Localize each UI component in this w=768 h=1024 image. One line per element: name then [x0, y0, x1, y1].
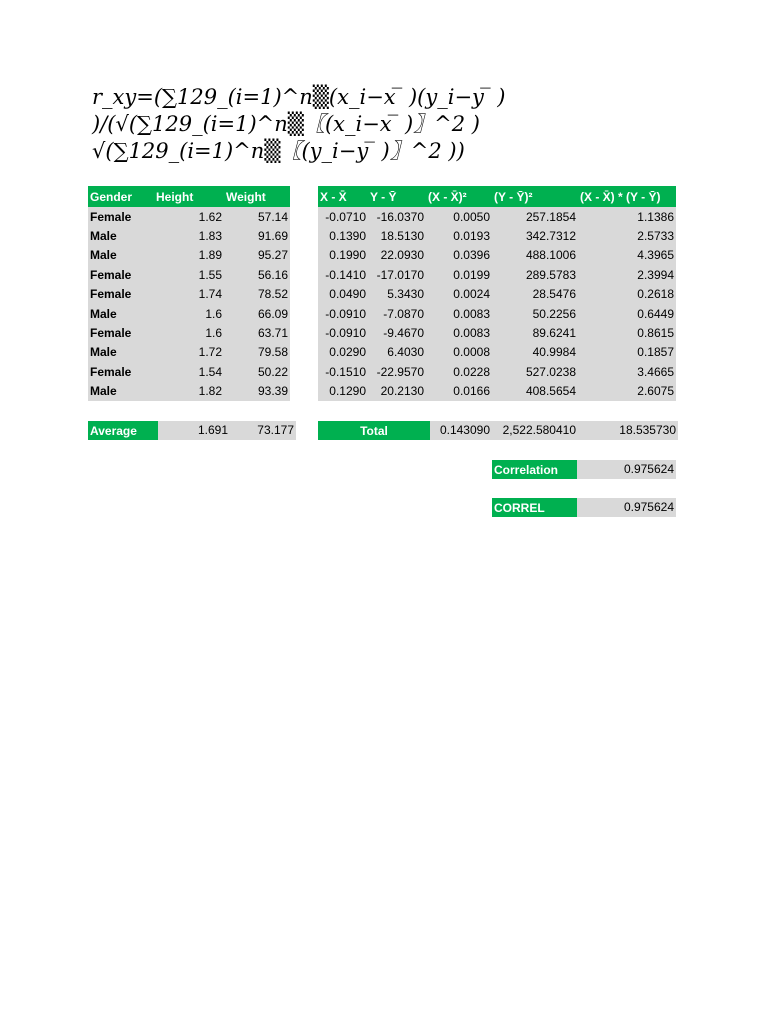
average-height[interactable]: 1.691: [158, 421, 230, 440]
weight-cell[interactable]: 50.22: [224, 362, 290, 381]
table-row: [88, 343, 290, 362]
y-dev-cell[interactable]: -7.0870: [368, 304, 426, 323]
gender-cell[interactable]: Female: [88, 362, 154, 381]
correlation-label[interactable]: Correlation: [492, 460, 577, 479]
height-cell[interactable]: 1.72: [154, 343, 224, 362]
data-table-header: [88, 186, 290, 207]
correl-value[interactable]: 0.975624: [577, 498, 676, 517]
height-cell[interactable]: 1.6: [154, 304, 224, 323]
weight-cell[interactable]: 57.14: [224, 207, 290, 226]
correlation-row: [492, 460, 676, 479]
y-dev-cell[interactable]: 6.4030: [368, 343, 426, 362]
gender-cell[interactable]: Female: [88, 323, 154, 342]
x-dev-cell[interactable]: -0.0910: [318, 323, 368, 342]
average-row: [88, 421, 296, 440]
formula-line-1: r_xy=(∑129_(i=1)^n▒(x_i−x ̅ )(y_i−y ̅ ): [92, 85, 506, 109]
height-cell[interactable]: 1.82: [154, 382, 224, 401]
height-cell[interactable]: 1.54: [154, 362, 224, 381]
product-cell[interactable]: 1.1386: [578, 207, 676, 226]
formula-line-2: )/(√(∑129_(i=1)^n▒〖(x_i−x ̅ )〗^2 ): [92, 112, 480, 136]
height-cell[interactable]: 1.55: [154, 265, 224, 284]
total-row: [318, 421, 678, 440]
x-dev-sq-cell[interactable]: 0.0228: [426, 362, 492, 381]
y-dev-cell[interactable]: -22.9570: [368, 362, 426, 381]
y-dev-cell[interactable]: -16.0370: [368, 207, 426, 226]
header-y-dev[interactable]: Y - Ȳ: [368, 186, 426, 207]
y-dev-cell[interactable]: 5.3430: [368, 285, 426, 304]
table-row: [88, 304, 290, 323]
x-dev-cell[interactable]: -0.1510: [318, 362, 368, 381]
weight-cell[interactable]: 56.16: [224, 265, 290, 284]
total-y-dev-sq[interactable]: 2,522.580410: [492, 421, 578, 440]
table-row: [88, 362, 290, 381]
x-dev-cell[interactable]: 0.1290: [318, 382, 368, 401]
height-cell[interactable]: 1.89: [154, 246, 224, 265]
table-row: [88, 285, 290, 304]
x-dev-cell[interactable]: 0.0290: [318, 343, 368, 362]
y-dev-cell[interactable]: 20.2130: [368, 382, 426, 401]
y-dev-sq-cell[interactable]: 257.1854: [492, 207, 578, 226]
correl-label[interactable]: CORREL: [492, 498, 577, 517]
y-dev-sq-cell[interactable]: 40.9984: [492, 343, 578, 362]
table-row: [88, 226, 290, 245]
x-dev-cell[interactable]: 0.1990: [318, 246, 368, 265]
x-dev-cell[interactable]: 0.0490: [318, 285, 368, 304]
product-cell[interactable]: 2.3994: [578, 265, 676, 284]
weight-cell[interactable]: 78.52: [224, 285, 290, 304]
data-table: [88, 186, 290, 401]
y-dev-cell[interactable]: 22.0930: [368, 246, 426, 265]
gender-cell[interactable]: Female: [88, 265, 154, 284]
height-cell[interactable]: 1.83: [154, 226, 224, 245]
weight-cell[interactable]: 63.71: [224, 323, 290, 342]
x-dev-sq-cell[interactable]: 0.0024: [426, 285, 492, 304]
table-row: [88, 323, 290, 342]
weight-cell[interactable]: 95.27: [224, 246, 290, 265]
y-dev-sq-cell[interactable]: 488.1006: [492, 246, 578, 265]
header-x-dev[interactable]: X - X̄: [318, 186, 368, 207]
x-dev-sq-cell[interactable]: 0.0008: [426, 343, 492, 362]
product-cell[interactable]: 2.6075: [578, 382, 676, 401]
table-row: [318, 285, 676, 304]
gender-cell[interactable]: Male: [88, 343, 154, 362]
gender-cell[interactable]: Female: [88, 285, 154, 304]
table-row: [318, 207, 676, 226]
header-y-dev-sq[interactable]: (Y - Ȳ)²: [492, 186, 578, 207]
correlation-value[interactable]: 0.975624: [577, 460, 676, 479]
table-row: [88, 265, 290, 284]
total-product[interactable]: 18.535730: [578, 421, 678, 440]
table-row: [88, 246, 290, 265]
y-dev-sq-cell[interactable]: 50.2256: [492, 304, 578, 323]
gender-cell[interactable]: Male: [88, 304, 154, 323]
product-cell[interactable]: 2.5733: [578, 226, 676, 245]
y-dev-cell[interactable]: -17.0170: [368, 265, 426, 284]
y-dev-sq-cell[interactable]: 408.5654: [492, 382, 578, 401]
x-dev-sq-cell[interactable]: 0.0199: [426, 265, 492, 284]
calc-table: [318, 186, 676, 401]
table-row: [318, 323, 676, 342]
correlation-formula: [92, 84, 505, 165]
average-weight[interactable]: 73.177: [230, 421, 296, 440]
y-dev-sq-cell[interactable]: 527.0238: [492, 362, 578, 381]
weight-cell[interactable]: 66.09: [224, 304, 290, 323]
x-dev-sq-cell[interactable]: 0.0083: [426, 304, 492, 323]
x-dev-cell[interactable]: -0.1410: [318, 265, 368, 284]
product-cell[interactable]: 4.3965: [578, 246, 676, 265]
y-dev-sq-cell[interactable]: 289.5783: [492, 265, 578, 284]
table-row: [318, 362, 676, 381]
x-dev-sq-cell[interactable]: 0.0193: [426, 226, 492, 245]
header-gender[interactable]: Gender: [88, 186, 154, 207]
height-cell[interactable]: 1.62: [154, 207, 224, 226]
total-x-dev-sq[interactable]: 0.143090: [430, 421, 492, 440]
product-cell[interactable]: 3.4665: [578, 362, 676, 381]
gender-cell[interactable]: Male: [88, 246, 154, 265]
weight-cell[interactable]: 93.39: [224, 382, 290, 401]
table-row: [318, 382, 676, 401]
height-cell[interactable]: 1.74: [154, 285, 224, 304]
x-dev-sq-cell[interactable]: 0.0166: [426, 382, 492, 401]
formula-line-3: √(∑129_(i=1)^n▒〖(y_i−y ̅ )〗^2 )): [92, 139, 465, 163]
height-cell[interactable]: 1.6: [154, 323, 224, 342]
total-label[interactable]: Total: [318, 421, 430, 440]
product-cell[interactable]: 0.8615: [578, 323, 676, 342]
table-row: [318, 343, 676, 362]
x-dev-cell[interactable]: -0.0710: [318, 207, 368, 226]
y-dev-sq-cell[interactable]: 28.5476: [492, 285, 578, 304]
product-cell[interactable]: 0.2618: [578, 285, 676, 304]
x-dev-sq-cell[interactable]: 0.0050: [426, 207, 492, 226]
table-row: [88, 382, 290, 401]
y-dev-cell[interactable]: -9.4670: [368, 323, 426, 342]
y-dev-sq-cell[interactable]: 342.7312: [492, 226, 578, 245]
product-cell[interactable]: 0.6449: [578, 304, 676, 323]
table-row: [318, 265, 676, 284]
table-row: [88, 207, 290, 226]
table-row: [318, 226, 676, 245]
header-weight[interactable]: Weight: [224, 186, 290, 207]
header-x-dev-sq[interactable]: (X - X̄)²: [426, 186, 492, 207]
x-dev-cell[interactable]: -0.0910: [318, 304, 368, 323]
product-cell[interactable]: 0.1857: [578, 343, 676, 362]
y-dev-sq-cell[interactable]: 89.6241: [492, 323, 578, 342]
correl-row: [492, 498, 676, 517]
header-product[interactable]: (X - X̄) * (Y - Ȳ): [578, 186, 676, 207]
gender-cell[interactable]: Female: [88, 207, 154, 226]
weight-cell[interactable]: 79.58: [224, 343, 290, 362]
table-row: [318, 246, 676, 265]
x-dev-sq-cell[interactable]: 0.0396: [426, 246, 492, 265]
y-dev-cell[interactable]: 18.5130: [368, 226, 426, 245]
gender-cell[interactable]: Male: [88, 226, 154, 245]
header-height[interactable]: Height: [154, 186, 224, 207]
average-label[interactable]: Average: [88, 421, 158, 440]
x-dev-cell[interactable]: 0.1390: [318, 226, 368, 245]
table-row: [318, 304, 676, 323]
weight-cell[interactable]: 91.69: [224, 226, 290, 245]
gender-cell[interactable]: Male: [88, 382, 154, 401]
x-dev-sq-cell[interactable]: 0.0083: [426, 323, 492, 342]
calc-table-header: [318, 186, 676, 207]
